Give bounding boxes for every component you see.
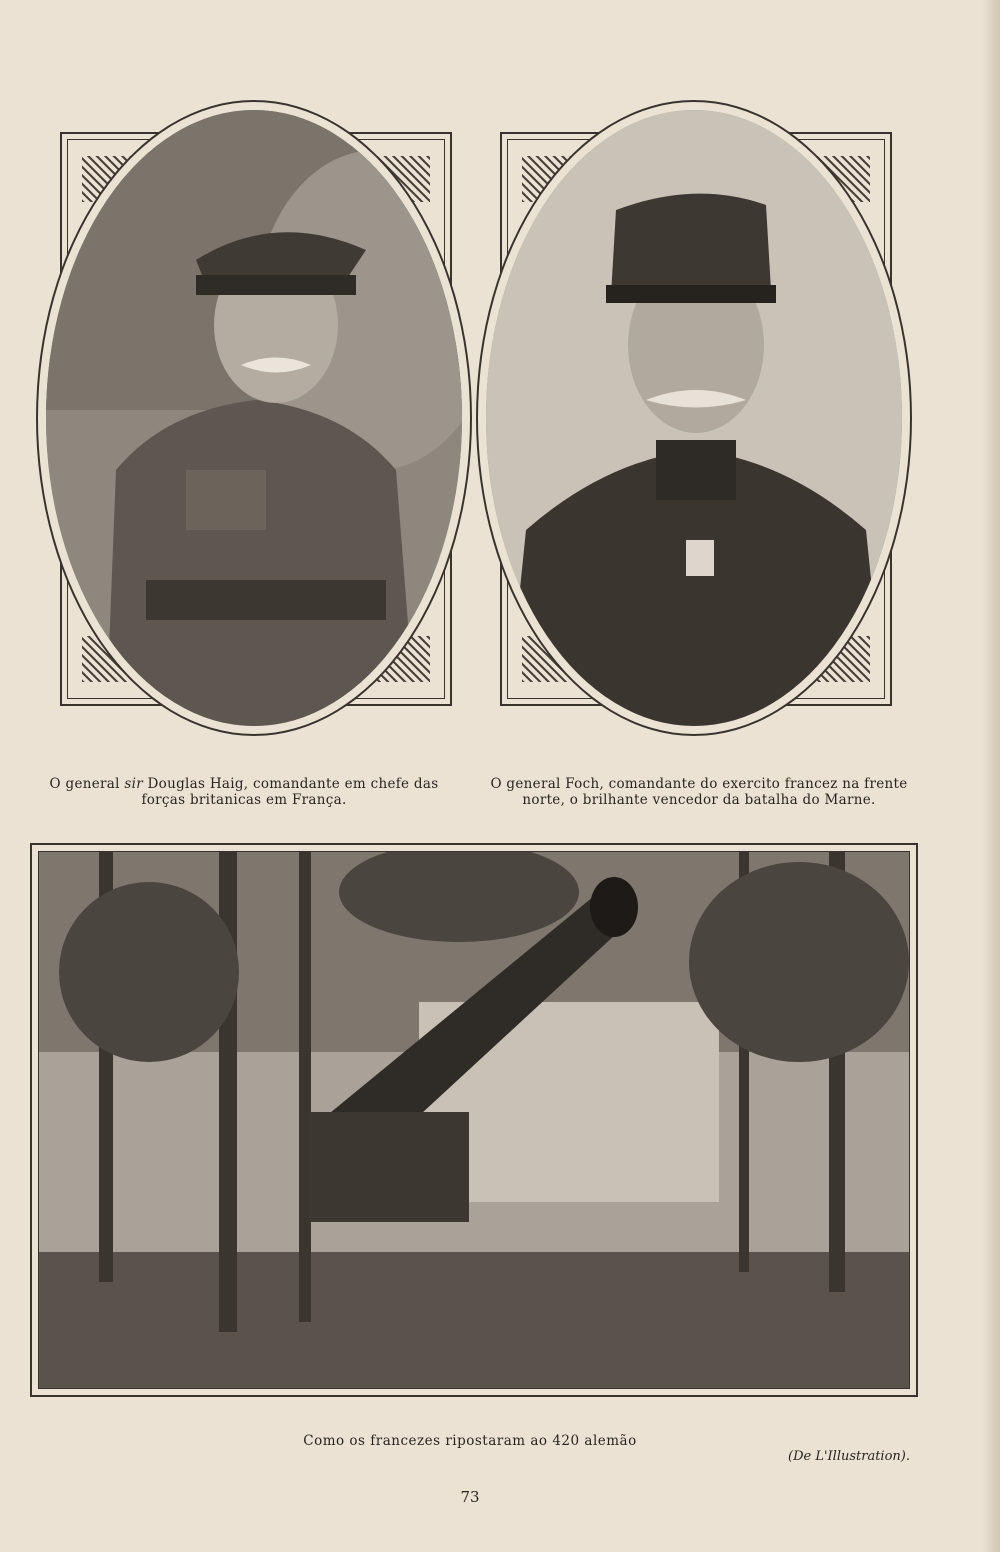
foch-portrait-frame xyxy=(500,132,892,706)
page-number: 73 xyxy=(460,1488,480,1506)
foch-oval-border xyxy=(476,100,912,736)
page-edge-shadow xyxy=(982,0,1000,1552)
foch-photo xyxy=(486,110,902,726)
haig-oval-border xyxy=(36,100,472,736)
artillery-scene-frame xyxy=(30,843,918,1397)
image-credit: (De L'Illustration). xyxy=(788,1449,910,1464)
haig-photo xyxy=(46,110,462,726)
foch-caption: O general Foch, comandante do exercito francez na frente norte, o brilhante vencedor da batalha do Marne. xyxy=(490,776,908,808)
haig-caption: O general sir Douglas Haig, comandante em chefe das forças britanicas em França. xyxy=(49,776,439,808)
haig-portrait-frame xyxy=(60,132,452,706)
scene-caption: Como os francezes ripostaram ao 420 alemão xyxy=(303,1433,637,1449)
artillery-scene-illustration xyxy=(38,851,910,1389)
